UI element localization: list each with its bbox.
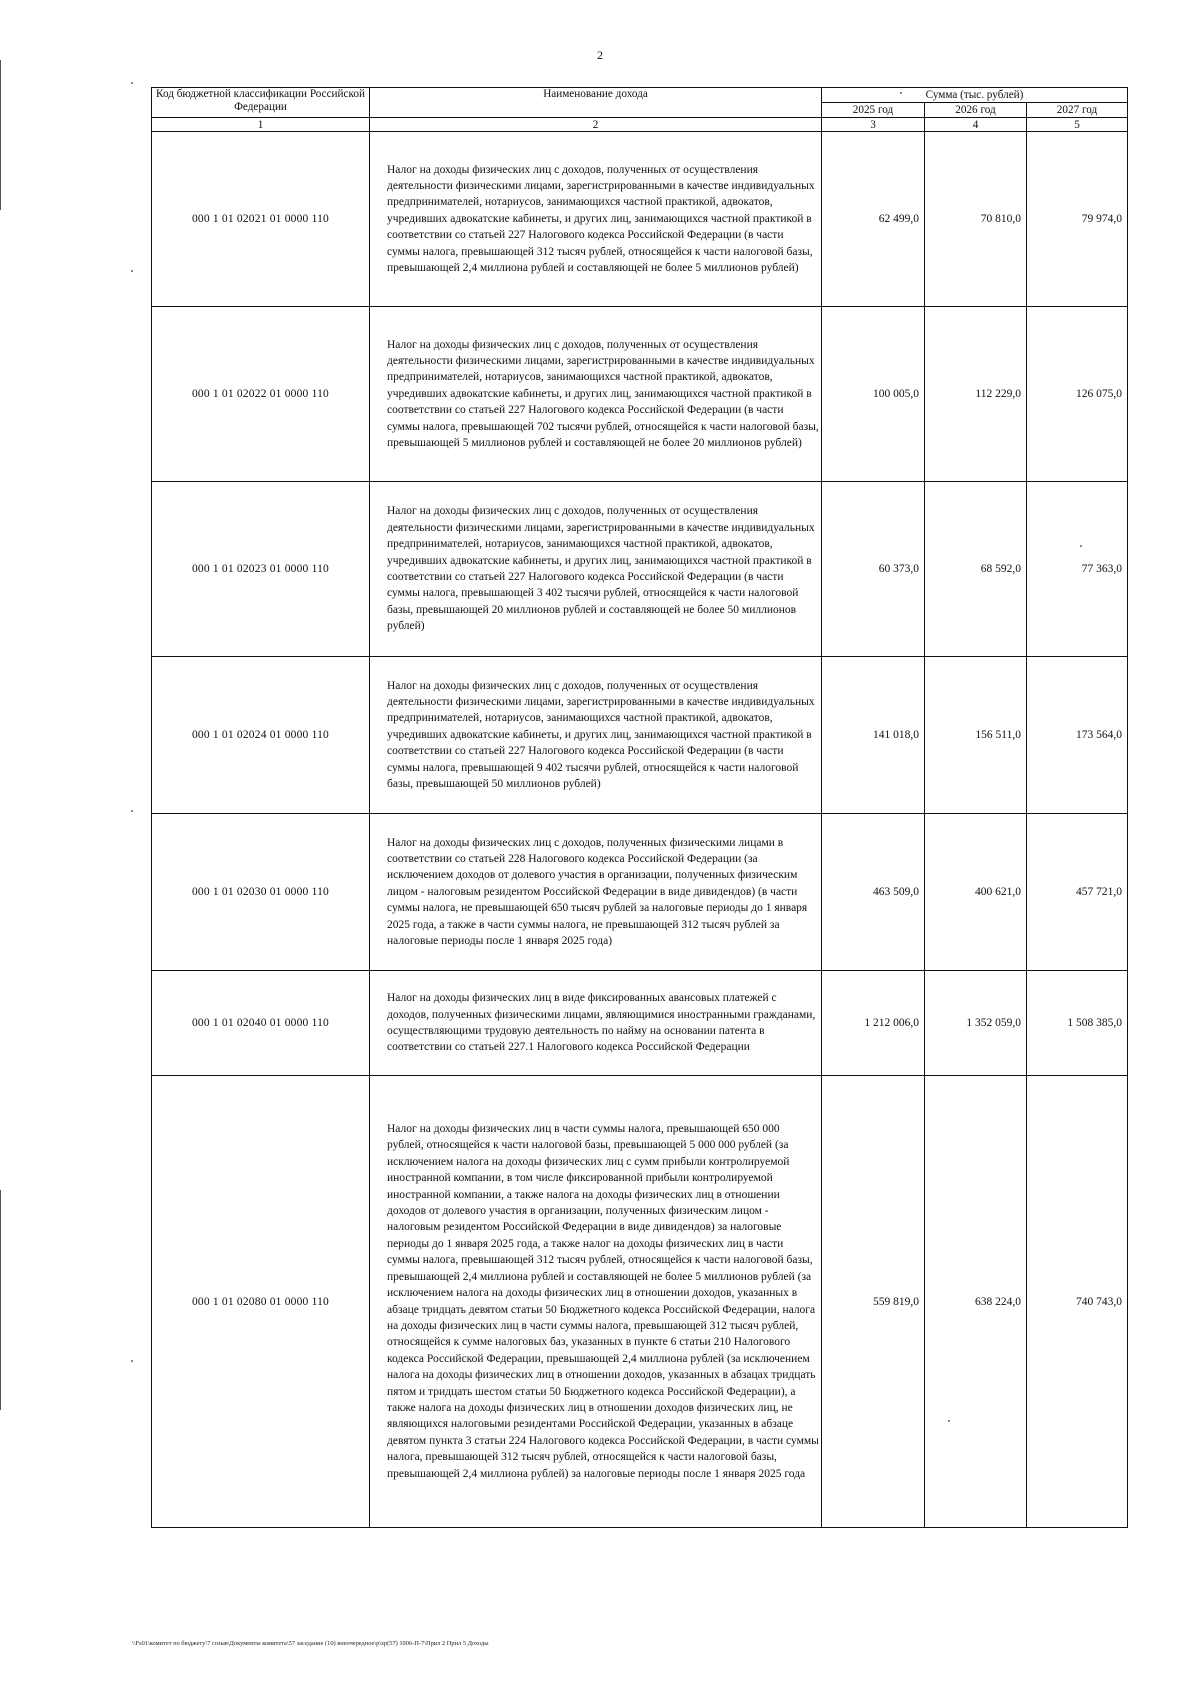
header-code-col: Код бюджетной классификации Российской Федерации bbox=[152, 88, 370, 118]
page-number: 2 bbox=[597, 48, 603, 62]
amount-2027: 740 743,0 bbox=[1027, 1076, 1128, 1528]
scan-edge-mark bbox=[0, 60, 1, 210]
budget-code: 000 1 01 02023 01 0000 110 bbox=[152, 482, 370, 657]
column-number: 1 bbox=[152, 118, 370, 132]
budget-code: 000 1 01 02021 01 0000 110 bbox=[152, 132, 370, 307]
amount-2027: 1 508 385,0 bbox=[1027, 971, 1128, 1076]
table-row bbox=[152, 971, 1128, 1076]
header-year-2027: 2027 год bbox=[1027, 103, 1128, 118]
amount-2025: 559 819,0 bbox=[822, 1076, 925, 1528]
revenue-name: Налог на доходы физических лиц с доходов, полученных от осуществления деятельности физическими лицами, зарегистрированными в качестве индивидуальных предпринимателей, нотариусов, занимающихся частной практикой, адвокатов, учредивших адвокатские кабинеты, и других лиц, занимающихся частной практикой в соответствии со статьей 227 Налогового кодекса Российской Федерации (в части суммы налога, превышающей 3 402 тысячи рублей, относящейся к части налоговой базы, превышающей 20 миллионов рублей и составляющей не более 50 миллионов рублей) bbox=[370, 482, 822, 657]
amount-2027: 457 721,0 bbox=[1027, 814, 1128, 971]
header-sum-col: Сумма (тыс. рублей) bbox=[822, 88, 1128, 103]
scan-speck bbox=[131, 810, 133, 812]
revenue-name: Налог на доходы физических лиц в части суммы налога, превышающей 650 000 рублей, относящейся к части налоговой базы, превышающей 5 000 000 рублей (за исключением налога на доходы физических лиц с сумм прибыли контролируемой иностранной компании, в том числе фиксированной прибыли контролируемой иностранной компании, а также налога на доходы физических лиц в отношении доходов от долевого участия в организации, полученных физическим лицом - налоговым резидентом Российской Федерации в виде дивидендов) за налоговые периоды до 1 января 2025 года, а также налог на доходы физических лиц в части суммы налога, превышающей 312 тысяч рублей, относящейся к части налоговой базы, превышающей 2,4 миллиона рублей и составляющей не более 5 миллионов рублей (за исключением налога на доходы физических лиц в отношении доходов, указанных в абзаце тридцать девятом статьи 50 Бюджетного кодекса Российской Федерации, налога на доходы физических лиц в части суммы налога, превышающей 312 тысяч рублей, относящейся к сумме налоговых баз, указанных в пункте 6 статьи 210 Налогового кодекса Российской Федерации, превышающей 2,4 миллиона рублей (за исключением налога на доходы физических лиц в отношении доходов, указанных в абзацах тридцать пятом и тридцать шестом статьи 50 Бюджетного кодекса Российской Федерации), а также налога на доходы физических лиц в отношении доходов физических лиц, не являющихся налоговыми резидентами Российской Федерации, указанных в абзаце девятом пункта 3 статьи 224 Налогового кодекса Российской Федерации, в части суммы налога, превышающей 312 тысяч рублей, относящейся к части налоговой базы, превышающей 2,4 миллиона рублей) за налоговые периоды после 1 января 2025 года bbox=[370, 1076, 822, 1528]
amount-2026: 112 229,0 bbox=[925, 307, 1027, 482]
amount-2027: 126 075,0 bbox=[1027, 307, 1128, 482]
amount-2025: 463 509,0 bbox=[822, 814, 925, 971]
budget-code: 000 1 01 02080 01 0000 110 bbox=[152, 1076, 370, 1528]
table-row bbox=[152, 482, 1128, 657]
header-name-col: Наименование дохода bbox=[370, 88, 822, 118]
column-number: 3 bbox=[822, 118, 925, 132]
table-row bbox=[152, 1076, 1128, 1528]
scan-edge-mark bbox=[0, 1190, 1, 1410]
scan-speck bbox=[131, 1360, 133, 1362]
revenue-name: Налог на доходы физических лиц с доходов, полученных от осуществления деятельности физическими лицами, зарегистрированными в качестве индивидуальных предпринимателей, нотариусов, занимающихся частной практикой, адвокатов, учредивших адвокатские кабинеты, и других лиц, занимающихся частной практикой в соответствии со статьей 227 Налогового кодекса Российской Федерации (в части суммы налога, превышающей 9 402 тысячи рублей, относящейся к части налоговой базы, превышающей 50 миллионов рублей) bbox=[370, 657, 822, 814]
amount-2026: 638 224,0 bbox=[925, 1076, 1027, 1528]
table-row bbox=[152, 814, 1128, 971]
amount-2025: 141 018,0 bbox=[822, 657, 925, 814]
budget-code: 000 1 01 02040 01 0000 110 bbox=[152, 971, 370, 1076]
revenue-name: Налог на доходы физических лиц в виде фиксированных авансовых платежей с доходов, полученных физическими лицами, являющимися иностранными гражданами, осуществляющими трудовую деятельность по найму на основании патента в соответствии со статьей 227.1 Налогового кодекса Российской Федерации bbox=[370, 971, 822, 1076]
revenue-table bbox=[151, 87, 1128, 1528]
amount-2025: 62 499,0 bbox=[822, 132, 925, 307]
revenue-name: Налог на доходы физических лиц с доходов, полученных от осуществления деятельности физическими лицами, зарегистрированными в качестве индивидуальных предпринимателей, нотариусов, занимающихся частной практикой, адвокатов, учредивших адвокатские кабинеты, и других лиц, занимающихся частной практикой в соответствии со статьей 227 Налогового кодекса Российской Федерации (в части суммы налога, превышающей 702 тысячи рублей, относящейся к части налоговой базы, превышающей 5 миллионов рублей и составляющей не более 20 миллионов рублей) bbox=[370, 307, 822, 482]
amount-2026: 156 511,0 bbox=[925, 657, 1027, 814]
amount-2026: 70 810,0 bbox=[925, 132, 1027, 307]
revenue-name: Налог на доходы физических лиц с доходов, полученных физическими лицами в соответствии со статьей 228 Налогового кодекса Российской Федерации (за исключением доходов от долевого участия в организации, полученных физическим лицом - налоговым резидентом Российской Федерации в виде дивидендов) (в части суммы налога, не превышающей 650 тысяч рублей за налоговые периоды до 1 января 2025 года, а также в части суммы налога, не превышающей 312 тысяч рублей за налоговые периоды после 1 января 2025 года) bbox=[370, 814, 822, 971]
amount-2025: 1 212 006,0 bbox=[822, 971, 925, 1076]
amount-2027: 173 564,0 bbox=[1027, 657, 1128, 814]
scan-speck bbox=[131, 82, 133, 84]
file-path-footer: \\Fs01\комитет по бюджету\7 созыв\Документы комитета\57 заседание (10) внеочередное\р\zp(57) 1006-П-7\Прил 2 Прил 5 Доходы bbox=[132, 1640, 489, 1647]
header-year-2026: 2026 год bbox=[925, 103, 1027, 118]
amount-2027: 79 974,0 bbox=[1027, 132, 1128, 307]
budget-code: 000 1 01 02024 01 0000 110 bbox=[152, 657, 370, 814]
amount-2027: 77 363,0 bbox=[1027, 482, 1128, 657]
budget-code: 000 1 01 02022 01 0000 110 bbox=[152, 307, 370, 482]
amount-2026: 1 352 059,0 bbox=[925, 971, 1027, 1076]
revenue-name: Налог на доходы физических лиц с доходов, полученных от осуществления деятельности физическими лицами, зарегистрированными в качестве индивидуальных предпринимателей, нотариусов, занимающихся частной практикой, адвокатов, учредивших адвокатские кабинеты, и других лиц, занимающихся частной практикой в соответствии со статьей 227 Налогового кодекса Российской Федерации (в части суммы налога, превышающей 312 тысяч рублей, относящейся к части налоговой базы, превышающей 2,4 миллиона рублей и составляющей не более 5 миллионов рублей) bbox=[370, 132, 822, 307]
column-number: 4 bbox=[925, 118, 1027, 132]
amount-2025: 100 005,0 bbox=[822, 307, 925, 482]
column-number: 5 bbox=[1027, 118, 1128, 132]
table-row bbox=[152, 657, 1128, 814]
header-year-2025: 2025 год bbox=[822, 103, 925, 118]
budget-code: 000 1 01 02030 01 0000 110 bbox=[152, 814, 370, 971]
amount-2025: 60 373,0 bbox=[822, 482, 925, 657]
amount-2026: 68 592,0 bbox=[925, 482, 1027, 657]
scan-speck bbox=[131, 270, 133, 272]
table-row bbox=[152, 132, 1128, 307]
table-row bbox=[152, 307, 1128, 482]
amount-2026: 400 621,0 bbox=[925, 814, 1027, 971]
column-number: 2 bbox=[370, 118, 822, 132]
